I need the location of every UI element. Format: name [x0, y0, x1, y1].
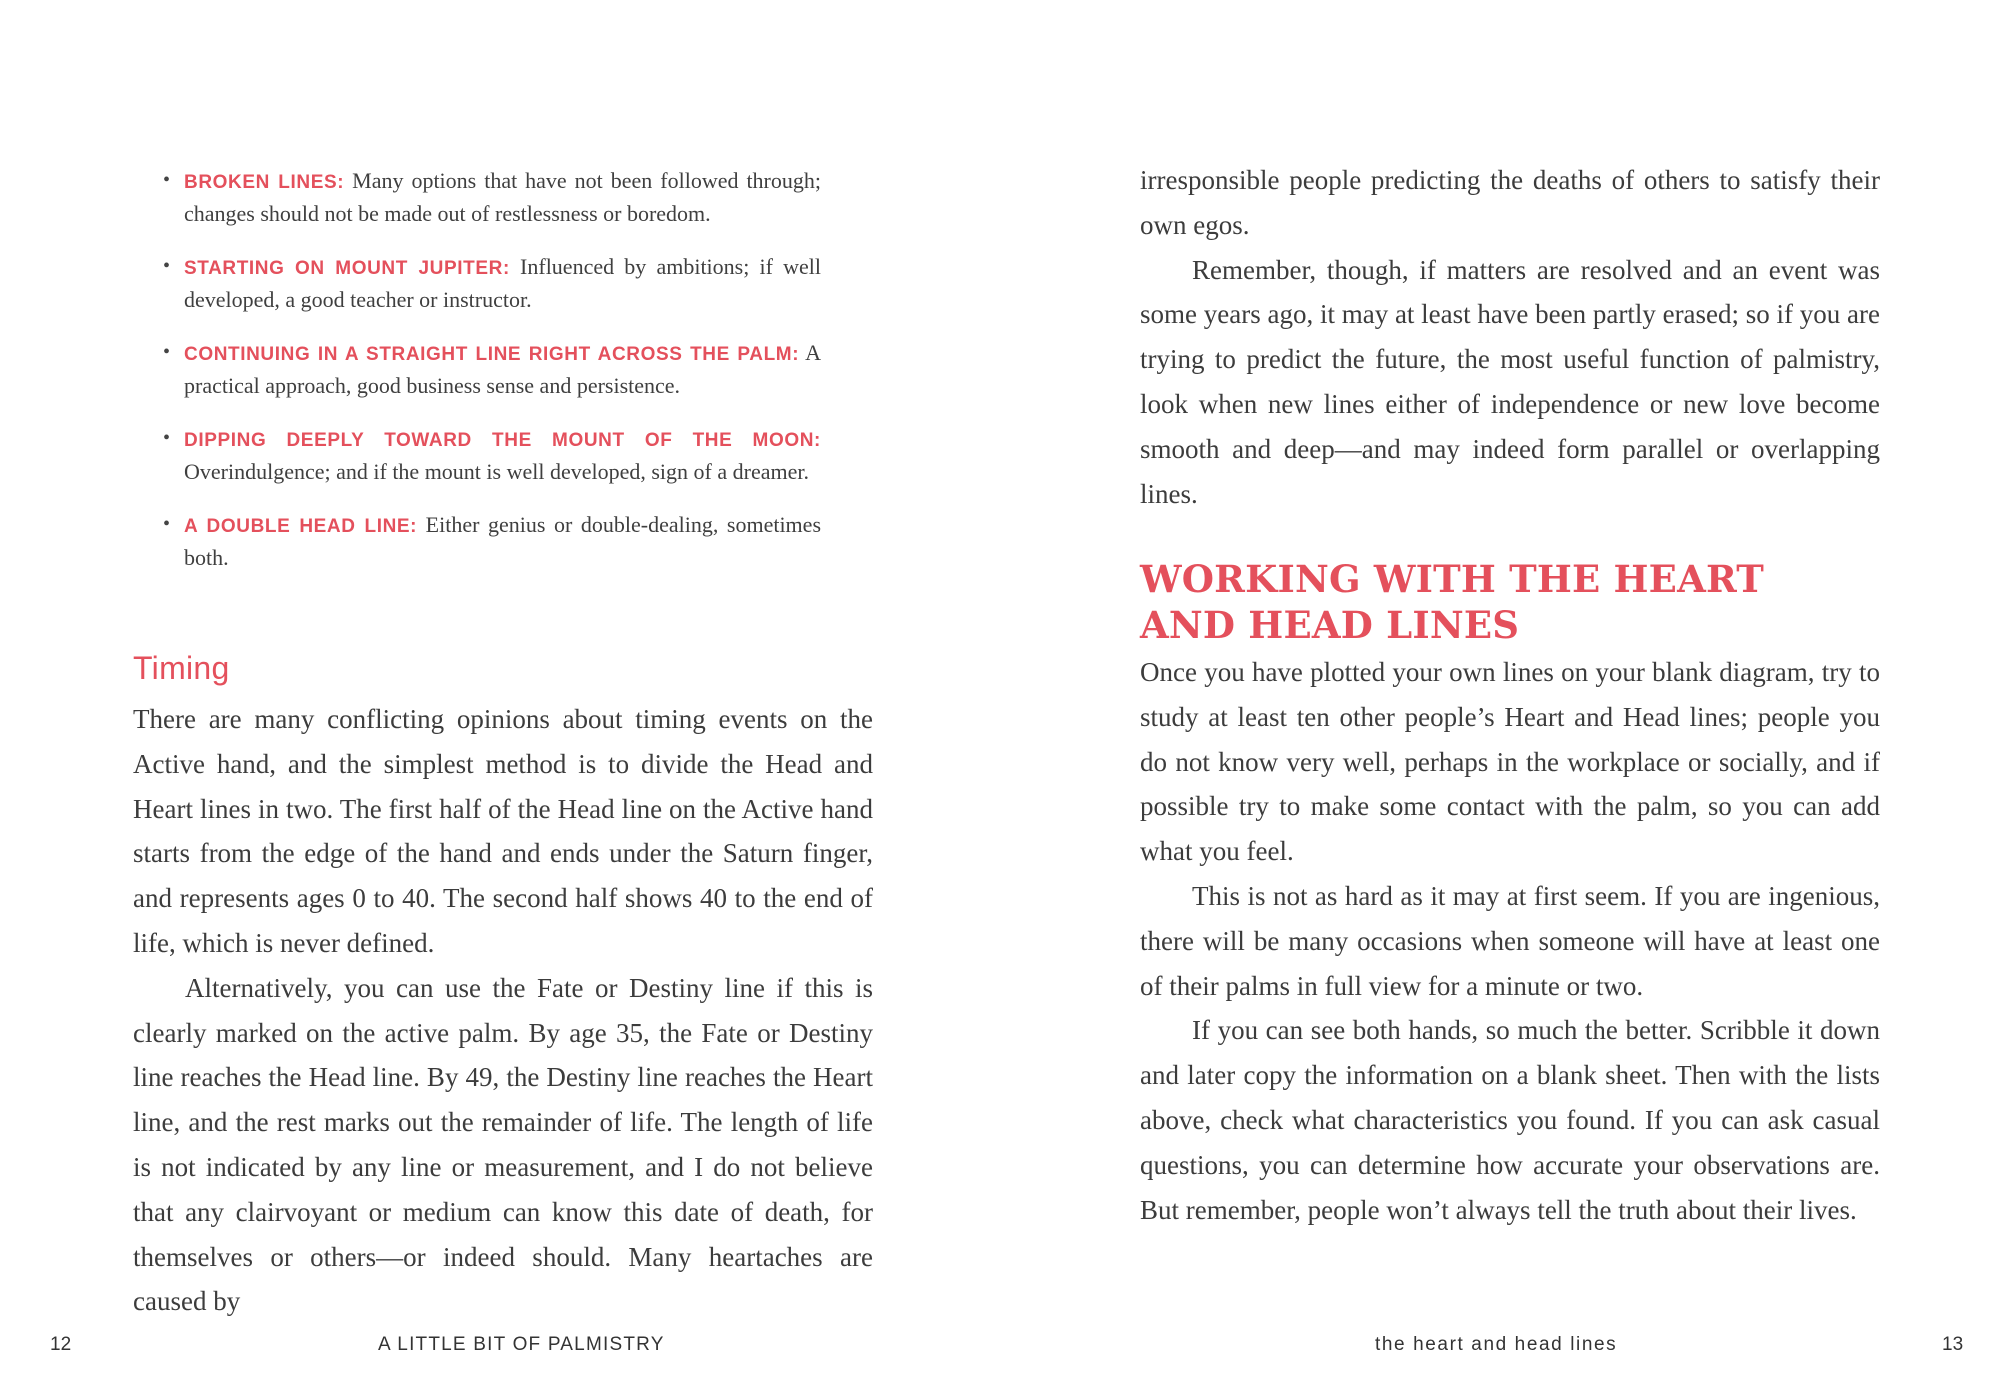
- paragraph: This is not as hard as it may at first seem. If you are ingenious, there will be many occasions when someone will have at least one of their palms in full view for a minute or two.: [1140, 880, 1880, 1001]
- bullet-icon: •: [163, 255, 171, 277]
- bullet-text: Overindulgence; and if the mount is well developed, sign of a dreamer.: [184, 459, 809, 484]
- bullet-icon: •: [163, 341, 171, 363]
- list-item: [163, 423, 821, 487]
- bullet-icon: •: [163, 513, 171, 535]
- bullet-text: Either genius or double-dealing, sometimes both.: [184, 512, 821, 570]
- timing-subheading: Timing: [133, 650, 230, 686]
- bullet-text: Many options that have not been followed through; changes should not be made out of restlessness or boredom.: [184, 168, 821, 226]
- bullet-text: A practical approach, good business sense and persistence.: [184, 340, 821, 398]
- page-number-left: 12: [50, 1334, 72, 1355]
- list-item: [163, 251, 821, 315]
- left-body-text: [133, 697, 873, 1324]
- list-item: [163, 165, 821, 229]
- bullet-term: BROKEN LINES:: [184, 172, 345, 193]
- list-item: [163, 337, 821, 401]
- bullet-term: CONTINUING IN A STRAIGHT LINE RIGHT ACROSS THE PALM:: [184, 344, 800, 365]
- paragraph: There are many conflicting opinions about timing events on the Active hand, and the simplest method is to divide the Head and Heart lines in two. The first half of the Head line on the Active hand starts from the edge of the hand and ends under the Saturn finger, and represents ages 0 to 40. The second half shows 40 to the end of life, which is never defined.: [133, 704, 873, 958]
- bullet-term: A DOUBLE HEAD LINE:: [184, 516, 418, 537]
- paragraph: irresponsible people predicting the deaths of others to satisfy their own egos.: [1140, 165, 1880, 240]
- running-head-left: A LITTLE BIT OF PALMISTRY: [378, 1334, 665, 1355]
- section-heading: WORKING WITH THE HEART AND HEAD LINES: [1140, 557, 1765, 647]
- running-head-right: the heart and head lines: [1375, 1334, 1618, 1355]
- paragraph: Alternatively, you can use the Fate or Destiny line if this is clearly marked on the active palm. By age 35, the Fate or Destiny line reaches the Head line. By 49, the Destiny line reaches the Heart line, and the rest marks out the remainder of life. The length of life is not indicated by any line or measurement, and I do not believe that any clairvoyant or medium can know this date of death, for themselves or others—or indeed should. Many heartaches are caused by: [133, 972, 873, 1317]
- right-body-text-top: [1140, 158, 1880, 516]
- list-item: [163, 509, 821, 573]
- bullet-term: STARTING ON MOUNT JUPITER:: [184, 258, 510, 279]
- paragraph: If you can see both hands, so much the better. Scribble it down and later copy the information on a blank sheet. Then with the lists above, check what characteristics you found. If you can ask casual questions, you can determine how accurate your observations are. But remember, people won’t always tell the truth about their lives.: [1140, 1015, 1880, 1225]
- bullet-icon: •: [163, 427, 171, 449]
- paragraph: Once you have plotted your own lines on your blank diagram, try to study at least ten other people’s Heart and Head lines; people you do not know very well, perhaps in the workplace or socially, and if possible try to make some contact with the palm, so you can add what you feel.: [1140, 657, 1880, 867]
- right-body-text-bottom: [1140, 650, 1880, 1232]
- bullet-list: [163, 165, 821, 595]
- bullet-term: DIPPING DEEPLY TOWARD THE MOUNT OF THE MOON:: [184, 430, 821, 451]
- bullet-icon: •: [163, 169, 171, 191]
- bullet-text: Influenced by ambitions; if well developed, a good teacher or instructor.: [184, 254, 821, 312]
- right-page: [1000, 0, 2000, 1400]
- paragraph: Remember, though, if matters are resolved and an event was some years ago, it may at least have been partly erased; so if you are trying to predict the future, the most useful function of palmistry, look when new lines either of independence or new love become smooth and deep—and may indeed form parallel or overlapping lines.: [1140, 254, 1880, 509]
- page-number-right: 13: [1942, 1334, 1964, 1355]
